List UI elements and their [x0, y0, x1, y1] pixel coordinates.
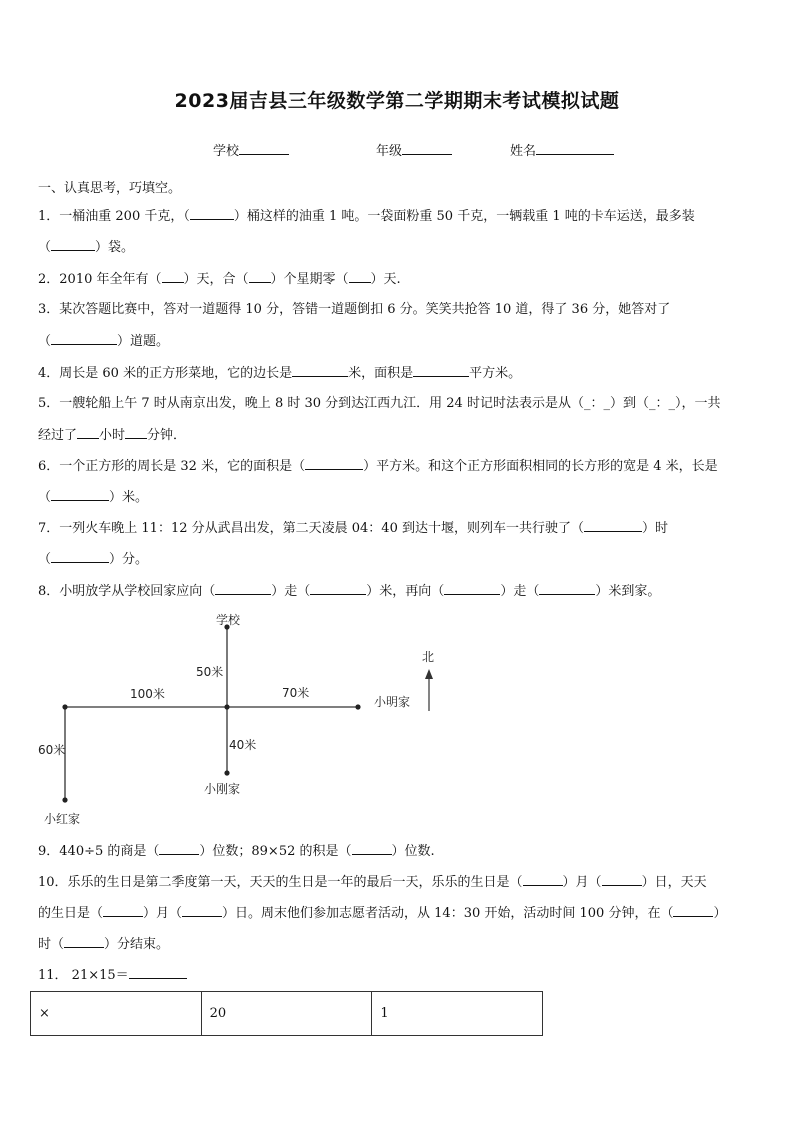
label-100m: 100米 — [130, 687, 165, 701]
student-info-row — [0, 140, 794, 164]
question-3-line-1: 3．某次答题比赛中，答对一道题得 10 分，答错一道题倒扣 6 分。笑笑共抢答 10 道，得了 36 分，她答对了 — [38, 302, 671, 317]
answer-blank[interactable] — [125, 426, 147, 439]
question-10-line-2: 的生日是（ ）月（ ）日。周末他们参加志愿者活动，从 14：30 开始，活动时间 100 分钟，在（ ） — [38, 906, 727, 921]
page-title: 2023届吉县三年级数学第二学期期末考试模拟试题 — [174, 90, 620, 112]
answer-blank[interactable] — [129, 966, 187, 979]
answer-blank[interactable] — [413, 364, 469, 377]
xiaoming-home-point — [355, 704, 360, 709]
north-arrow-icon — [425, 669, 433, 679]
question-10-line-1: 10．乐乐的生日是第二季度第一天，天天的生日是一年的最后一天，乐乐的生日是（ ）月（ ）日，天天 — [38, 875, 707, 890]
answer-blank[interactable] — [602, 873, 642, 886]
answer-blank[interactable] — [51, 238, 95, 251]
xiaohong-home-point — [62, 797, 67, 802]
answer-blank[interactable] — [77, 426, 99, 439]
question-5-line-2: 经过了 小时 分钟． — [38, 428, 187, 443]
label-north: 北 — [422, 650, 435, 664]
question-3-line-2: （ ）道题。 — [38, 334, 170, 349]
question-2: 2．2010 年全年有（ ）天，合（ ）个星期零（ ）天. — [38, 272, 401, 287]
grade-field[interactable]: 年级 — [376, 140, 452, 159]
corner-point — [62, 704, 67, 709]
question-5-line-1: 5．一艘轮船上午 7 时从南京出发，晚上 8 时 30 分到达江西九江．用 24 时记时法表示是从（_：_）到（_：_），一共 — [38, 396, 721, 411]
grid-cell-ones: 1 — [372, 992, 543, 1036]
label-xiaoming-home: 小明家 — [374, 695, 411, 709]
name-field[interactable]: 姓名 — [510, 140, 614, 159]
label-school: 学校 — [216, 613, 241, 627]
answer-blank[interactable] — [51, 488, 109, 501]
label-50m: 50米 — [196, 665, 224, 679]
route-map-diagram — [0, 605, 794, 830]
question-1-line-1: 1．一桶油重 200 千克，（ ）桶这样的油重 1 吨。一袋面粉重 50 千克，一辆载重 1 吨的卡车运送，最多装 — [38, 209, 695, 224]
question-11: 11． 21×15＝ — [38, 966, 758, 985]
answer-blank[interactable] — [182, 904, 222, 917]
answer-blank[interactable] — [310, 582, 366, 595]
answer-blank[interactable] — [673, 904, 713, 917]
label-70m: 70米 — [282, 686, 310, 700]
question-7-line-1: 7．一列火车晚上 11：12 分从武昌出发，第二天凌晨 04：40 到达十堰，则列车一共行驶了（ ）时 — [38, 521, 668, 536]
question-8: 8．小明放学从学校回家应向（ ）走（ ）米，再向（ ）走（ ）米到家。 — [38, 584, 661, 599]
question-6-line-1: 6．一个正方形的周长是 32 米，它的面积是（ ）平方米。和这个正方形面积相同的长方形的宽是 4 米，长是 — [38, 459, 718, 474]
answer-blank[interactable] — [539, 582, 595, 595]
grid-cell-operator: × — [31, 992, 202, 1036]
label-xiaogang-home: 小刚家 — [204, 782, 241, 796]
answer-blank[interactable] — [64, 935, 104, 948]
xiaogang-home-point — [224, 770, 229, 775]
label-xiaohong-home: 小红家 — [44, 812, 81, 826]
answer-blank[interactable] — [51, 550, 109, 563]
answer-blank[interactable] — [190, 207, 234, 220]
answer-blank[interactable] — [444, 582, 500, 595]
multiplication-grid — [30, 991, 543, 1036]
question-10-line-3: 时（ ）分结束。 — [38, 937, 170, 952]
label-40m: 40米 — [229, 738, 257, 752]
center-point — [224, 704, 229, 709]
question-4: 4．周长是 60 米的正方形菜地，它的边长是 米，面积是 平方米。 — [38, 366, 522, 381]
table-row — [31, 992, 543, 1036]
question-1-line-2: （ ）袋。 — [38, 240, 135, 255]
answer-blank[interactable] — [305, 457, 363, 470]
answer-blank[interactable] — [523, 873, 563, 886]
answer-blank[interactable] — [159, 842, 199, 855]
answer-blank[interactable] — [103, 904, 143, 917]
section-heading: 一、认真思考，巧填空。 — [38, 181, 182, 196]
question-7-line-2: （ ）分。 — [38, 552, 149, 567]
answer-blank[interactable] — [352, 842, 392, 855]
question-9: 9．440÷5 的商是（ ）位数；89×52 的积是（ ）位数. — [38, 844, 435, 859]
answer-blank[interactable] — [162, 270, 184, 283]
question-6-line-2: （ ）米。 — [38, 490, 149, 505]
school-field[interactable]: 学校 — [213, 140, 289, 159]
grid-cell-tens: 20 — [201, 992, 372, 1036]
answer-blank[interactable] — [215, 582, 271, 595]
answer-blank[interactable] — [292, 364, 348, 377]
answer-blank[interactable] — [584, 519, 642, 532]
answer-blank[interactable] — [249, 270, 271, 283]
answer-blank[interactable] — [349, 270, 371, 283]
answer-blank[interactable] — [51, 332, 117, 345]
label-60m: 60米 — [38, 743, 66, 757]
